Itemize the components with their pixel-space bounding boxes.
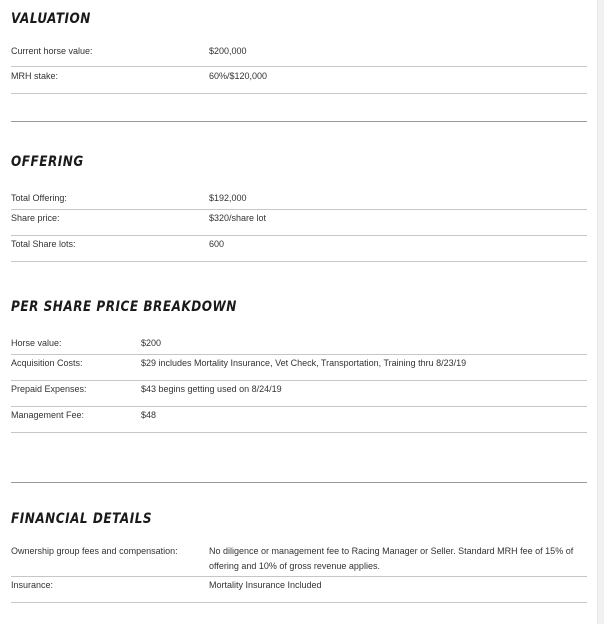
row-label: Share price: xyxy=(11,213,60,223)
financial-rows xyxy=(11,544,587,603)
breakdown-rows xyxy=(11,336,587,433)
detail-row xyxy=(11,408,587,433)
row-label: Ownership group fees and compensation: xyxy=(11,546,178,556)
breakdown-title: PER SHARE PRICE BREAKDOWN xyxy=(11,299,237,315)
valuation-title: VALUATION xyxy=(11,11,91,27)
financial-title: FINANCIAL DETAILS xyxy=(11,511,153,527)
row-value: $320/share lot xyxy=(209,213,267,223)
detail-row xyxy=(11,336,587,355)
row-label: Prepaid Expenses: xyxy=(11,384,87,394)
breakdown-section xyxy=(11,299,587,420)
detail-row xyxy=(11,382,587,407)
row-value: $29 includes Mortality Insurance, Vet Check, Transportation, Training thru 8/23/19 xyxy=(141,358,467,368)
row-label: Total Offering: xyxy=(11,193,67,203)
detail-row xyxy=(11,44,587,67)
offering-rows xyxy=(11,191,587,262)
row-value: $200,000 xyxy=(209,46,247,56)
detail-row xyxy=(11,191,587,210)
financial-section xyxy=(11,511,587,590)
page-scrollbar[interactable] xyxy=(597,0,604,624)
valuation-section xyxy=(11,11,587,81)
detail-row xyxy=(11,356,587,381)
row-value: $192,000 xyxy=(209,193,247,203)
detail-row xyxy=(11,237,587,262)
row-label: Acquisition Costs: xyxy=(11,358,83,368)
valuation-rows xyxy=(11,44,587,94)
row-label: Horse value: xyxy=(11,338,62,348)
row-value: $43 begins getting used on 8/24/19 xyxy=(141,384,282,394)
row-label: MRH stake: xyxy=(11,71,59,81)
row-label: Total Share lots: xyxy=(11,239,76,249)
detail-row xyxy=(11,211,587,236)
offering-section xyxy=(11,154,587,249)
row-value: Mortality Insurance Included xyxy=(209,580,322,590)
row-label: Management Fee: xyxy=(11,410,85,420)
row-value: 60%/$120,000 xyxy=(209,71,268,81)
section-divider xyxy=(11,121,587,122)
detail-row xyxy=(11,578,587,603)
row-label: Insurance: xyxy=(11,580,54,590)
row-value: No diligence or management fee to Racing Manager or Seller. Standard MRH fee of 15% of offering and 10% of gross revenue applies. xyxy=(209,546,574,571)
row-value: 600 xyxy=(209,239,225,249)
row-value: $48 xyxy=(141,410,157,420)
row-value: $200 xyxy=(141,338,162,348)
section-divider xyxy=(11,482,587,483)
offering-title: OFFERING xyxy=(11,154,84,170)
detail-row xyxy=(11,69,587,94)
row-label: Current horse value: xyxy=(11,46,93,56)
detail-row xyxy=(11,544,587,577)
